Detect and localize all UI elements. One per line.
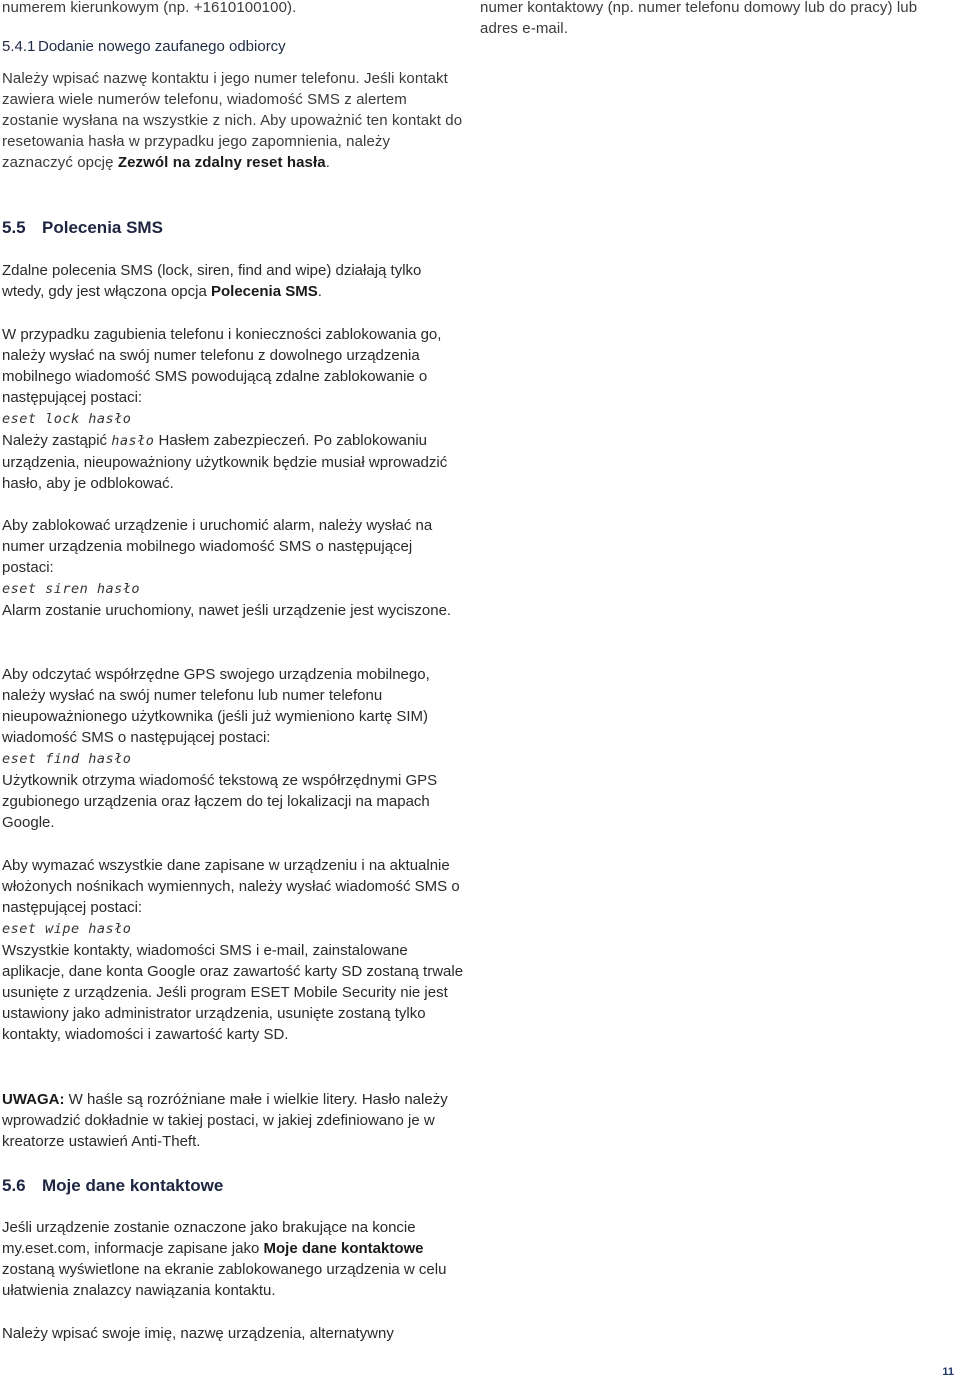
option-name: Zezwól na zdalny reset hasła: [117, 154, 326, 171]
option-name: Polecenia SMS: [211, 283, 318, 300]
continuation-line: numerem kierunkowym (np. +1610100100).: [2, 0, 297, 16]
paragraph-text: Wszystkie kontakty, wiadomości SMS i e-mail, zainstalowane aplikacje, dane konta Google oraz zawartość karty SD zostaną trwale usunięte z urządzenia. Jeśli program ESET Mobile Security nie jest ustawiony jako administrator urządzenia, usunięte zostaną tylko kontakty, wiadomości i zawartość karty SD.: [2, 942, 464, 1043]
sms-command-find: eset find hasło: [2, 751, 132, 767]
section-number: 5.4.1: [2, 38, 36, 55]
paragraph-trusted-recipient: [2, 68, 464, 173]
paragraph-lock: [2, 324, 464, 494]
command-placeholder: hasło: [111, 433, 155, 449]
paragraph-find: [2, 664, 464, 833]
sms-command-wipe: eset wipe hasło: [2, 921, 132, 937]
paragraph-text: .: [325, 154, 330, 171]
section-number: 5.5: [2, 218, 26, 237]
paragraph-text: Hasłem zabezpieczeń. Po zablokowaniu urządzenia, nieupoważniony użytkownik będzie musiał wprowadzić hasło, aby je odblokować.: [2, 432, 448, 492]
page-number: 11: [942, 1366, 954, 1378]
paragraph-text: W haśle są rozróżniane małe i wielkie litery. Hasło należy wprowadzić dokładnie w takiej postaci, w jakiej zdefiniowano je w kreatorze ustawień Anti-Theft.: [2, 1091, 448, 1150]
paragraph-text: Należy zastąpić: [2, 432, 112, 449]
paragraph-text: Użytkownik otrzyma wiadomość tekstową ze współrzędnymi GPS zgubionego urządzenia oraz łączem do tej lokalizacji na mapach Google.: [2, 772, 438, 831]
option-name: Moje dane kontaktowe: [263, 1240, 424, 1257]
paragraph-warning: [2, 1089, 464, 1152]
sms-command-siren: eset siren hasło: [2, 581, 141, 597]
paragraph-text: W przypadku zagubienia telefonu i konieczności zablokowania go, należy wysłać na swój numer telefonu z dowolnego urządzenia mobilnego wiadomość SMS powodującą zdalne zablokowanie o następującej postaci:: [2, 326, 442, 406]
sms-command-lock: eset lock hasło: [2, 411, 132, 427]
section-title: Dodanie nowego zaufanego odbiorcy: [38, 38, 286, 55]
paragraph-text: Aby odczytać współrzędne GPS swojego urządzenia mobilnego, należy wysłać na swój numer telefonu lub numer telefonu nieupoważnionego użytkownika (jeśli już wymieniono kartę SIM) wiadomość SMS o następującej postaci:: [2, 666, 430, 746]
section-5-6-heading: [2, 1175, 464, 1197]
paragraph-text: Zdalne polecenia SMS (lock, siren, find and wipe) działają tylko wtedy, gdy jest włączona opcja: [2, 262, 422, 300]
section-5-5-heading: [2, 217, 464, 239]
paragraph-text: Aby zablokować urządzenie i uruchomić alarm, należy wysłać na numer urządzenia mobilnego wiadomość SMS o następującej postaci:: [2, 517, 433, 576]
paragraph-contact-info: [2, 1217, 464, 1301]
paragraph-text: zostaną wyświetlone na ekranie zablokowanego urządzenia w celu ułatwienia znalazcy nawiązania kontaktu.: [2, 1261, 447, 1299]
paragraph-text: .: [317, 283, 322, 300]
paragraph-text: Alarm zostanie uruchomiony, nawet jeśli urządzenie jest wyciszone.: [2, 602, 452, 619]
paragraph-text: Aby wymazać wszystkie dane zapisane w urządzeniu i na aktualnie włożonych nośnikach wymiennych, należy wysłać wiadomość SMS o następującej postaci:: [2, 857, 460, 916]
paragraph-text: Jeśli urządzenie zostanie oznaczone jako brakujące na koncie my.eset.com, informacje zapisane jako: [2, 1219, 416, 1257]
section-title: Moje dane kontaktowe: [42, 1176, 224, 1195]
paragraph-sms-intro: [2, 260, 464, 302]
section-number: 5.6: [2, 1176, 26, 1195]
paragraph-wipe: [2, 855, 464, 1045]
paragraph-text: Należy wpisać nazwę kontaktu i jego numer telefonu. Jeśli kontakt zawiera wiele numerów telefonu, wiadomość SMS z alertem zostanie wysłana na wszystkie z nich. Aby upoważnić ten kontakt do resetowania hasła w przypadku jego zapomnienia, należy zaznaczyć opcję: [2, 70, 463, 171]
continuation-paragraph: numer kontaktowy (np. numer telefonu domowy lub do pracy) lub adres e-mail.: [480, 0, 918, 37]
paragraph-contact-last: Należy wpisać swoje imię, nazwę urządzenia, alternatywny: [2, 1325, 394, 1342]
warning-label: UWAGA:: [2, 1091, 65, 1108]
paragraph-siren: [2, 515, 464, 621]
section-5-4-1-heading: [2, 36, 464, 57]
section-title: Polecenia SMS: [42, 218, 163, 237]
